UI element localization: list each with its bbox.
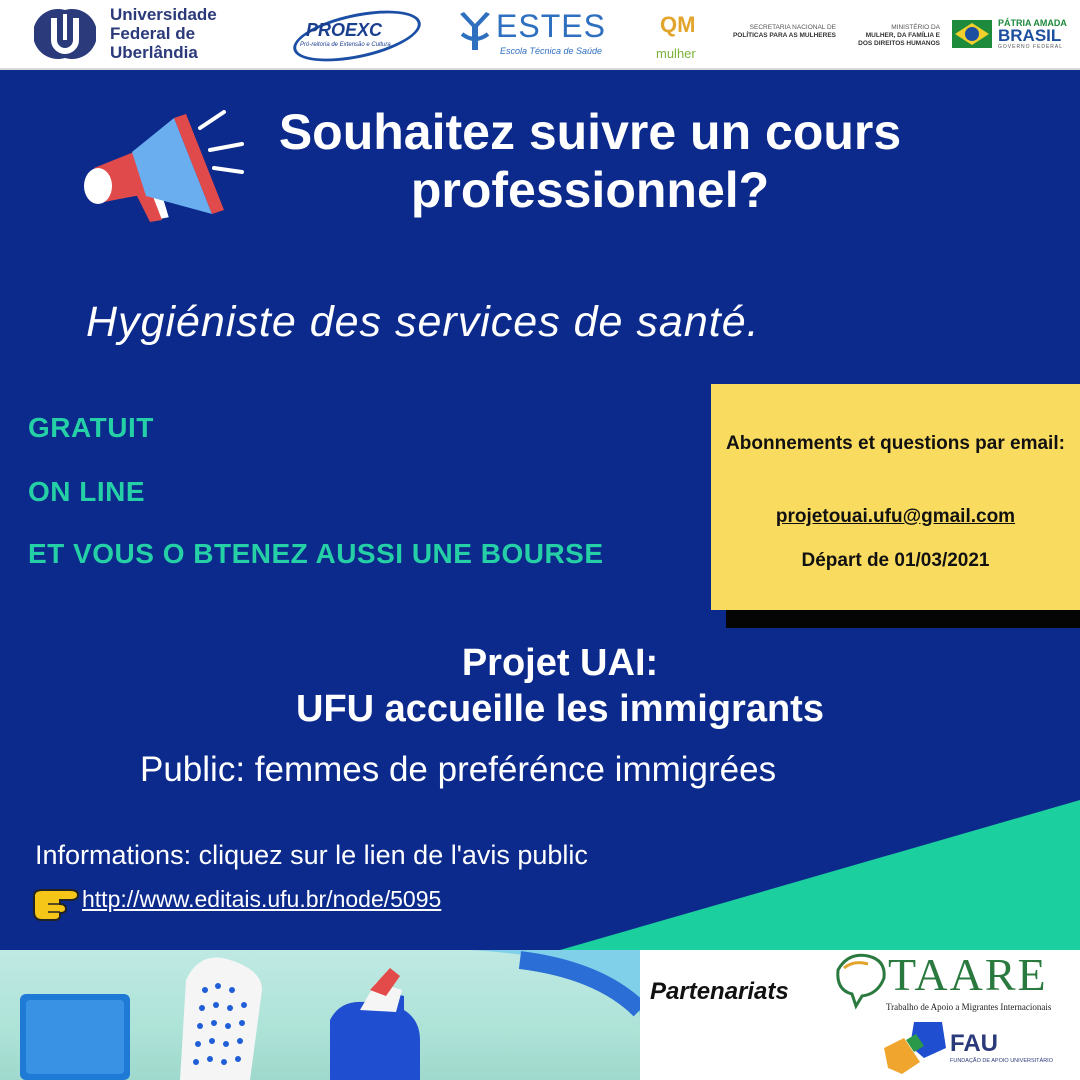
- main-title: Souhaitez suivre un cours professionnel?: [278, 104, 902, 218]
- start-date: Départ de 01/03/2021: [801, 550, 990, 571]
- cleaning-supplies-illustration: [0, 950, 640, 1080]
- taare-subtitle: Trabalho de Apoio a Migrantes Internacionais: [886, 1002, 1052, 1012]
- taare-logo: [828, 946, 1078, 1016]
- ministerio-line-2: MULHER, DA FAMÍLIA E: [865, 32, 940, 39]
- course-name: Hygiéniste des services de santé.: [86, 298, 760, 346]
- taare-name: TAARE: [888, 949, 1048, 1000]
- patria-amada-text: PÁTRIA AMADA: [998, 18, 1067, 28]
- cleaning-supplies-photo: [0, 950, 640, 1080]
- perk-free: GRATUIT: [28, 412, 154, 443]
- qm-letters: QM: [660, 12, 696, 37]
- contact-heading: Abonnements et questions par email:: [726, 433, 1065, 454]
- estes-name: ESTES: [496, 8, 606, 44]
- fau-subtitle: FUNDAÇÃO DE APOIO UNIVERSITÁRIO: [950, 1058, 1053, 1064]
- public-notice-link[interactable]: http://www.editais.ufu.br/node/5095: [82, 886, 442, 912]
- ministerio-line-3: DOS DIREITOS HUMANOS: [858, 40, 940, 47]
- contact-info-box: [711, 384, 1080, 610]
- fau-mark-icon: [880, 1018, 946, 1076]
- ministerio-line-1: MINISTÉRIO DA: [891, 24, 940, 31]
- info-text: Informations: cliquez sur le lien de l'avis public: [35, 840, 588, 870]
- ufu-line-1: Universidade: [110, 5, 217, 24]
- fau-name: FAU: [950, 1030, 998, 1057]
- ufu-line-2: Federal de: [110, 24, 196, 43]
- secretaria-line-2: POLÍTICAS PARA AS MULHERES: [732, 32, 836, 39]
- brasil-text: BRASIL: [998, 26, 1062, 45]
- ufu-line-3: Uberlândia: [110, 43, 198, 62]
- target-public: Public: femmes de preférénce immigrées: [140, 750, 777, 789]
- partners-label: Partenariats: [650, 978, 789, 1005]
- perk-online: ON LINE: [28, 476, 146, 507]
- proexc-subtitle: Pró-reitoria de Extensão e Cultura: [300, 42, 391, 48]
- proexc-name: PROEXC: [306, 20, 383, 40]
- pointing-hand-icon: [30, 882, 82, 922]
- perk-scholarship: ET VOUS O BTENEZ AUSSI UNE BOURSE: [28, 538, 604, 569]
- project-title: [140, 640, 980, 732]
- project-title-line-1: Projet UAI:: [461, 642, 659, 684]
- fau-logo: [878, 1016, 1074, 1078]
- governo-federal-text: GOVERNO FEDERAL: [998, 44, 1064, 50]
- contact-email-link[interactable]: projetouai.ufu@gmail.com: [775, 506, 1016, 527]
- secretaria-line-1: SECRETARIA NACIONAL DE: [749, 24, 836, 31]
- estes-subtitle: Escola Técnica de Saúde: [500, 46, 603, 56]
- project-title-line-2: UFU accueille les immigrants: [296, 688, 824, 730]
- taare-map-icon: [828, 950, 892, 1010]
- qm-subtitle: mulher: [656, 46, 696, 61]
